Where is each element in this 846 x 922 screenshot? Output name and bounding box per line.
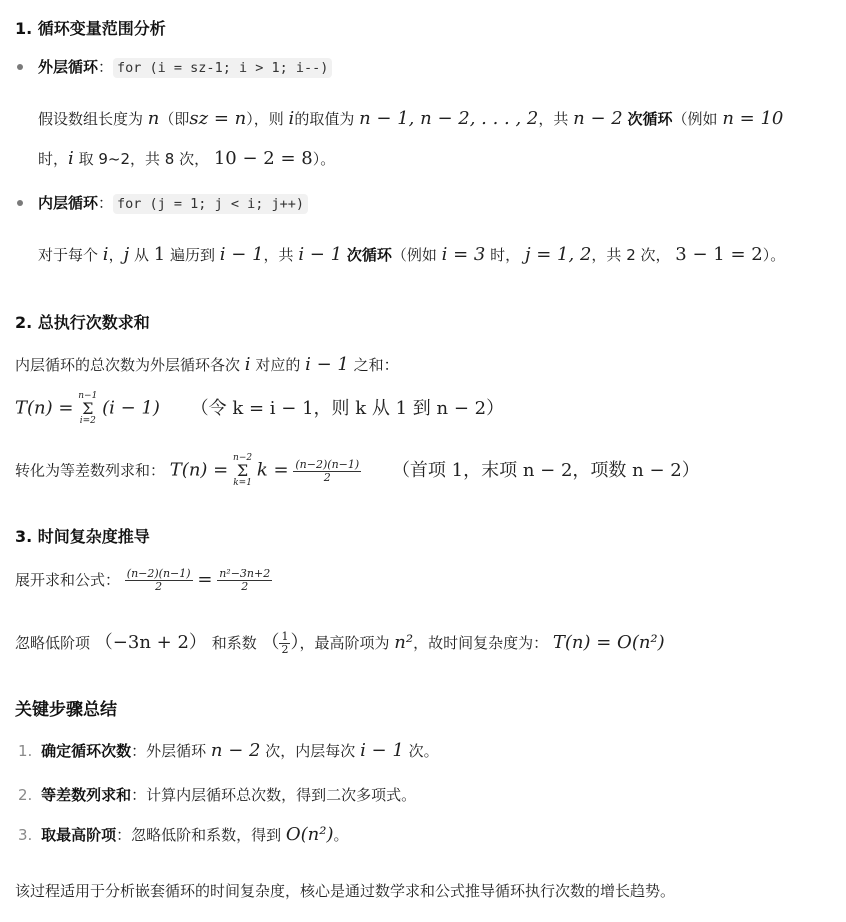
- math-ten-minus-2: 10 − 2 = 8: [213, 148, 313, 169]
- text: 时，: [38, 150, 69, 168]
- bullet-dot: [17, 64, 23, 70]
- list-number: 2.: [18, 786, 33, 804]
- text: ，共: [538, 110, 569, 128]
- sum-upper: n−2: [233, 453, 253, 463]
- sum-lower: k=1: [233, 478, 252, 488]
- bold-text: 次循环: [346, 246, 392, 264]
- text: 遍历到: [169, 246, 215, 264]
- math-paren: ）: [290, 632, 300, 653]
- fraction-denominator: 2: [155, 580, 163, 593]
- text: ，最高阶项为: [299, 634, 390, 652]
- colon: ：: [98, 58, 114, 76]
- fraction: [125, 568, 193, 593]
- math-Tn-eq: T(n) =: [169, 459, 229, 481]
- bullet-dot: [17, 200, 23, 206]
- section-title-key-steps: 关键步骤总结: [15, 700, 117, 720]
- list-item-bold: 确定循环次数: [41, 742, 132, 760]
- math-paren: （: [261, 632, 280, 653]
- text: 对于每个: [38, 246, 99, 264]
- math-one: 1: [153, 244, 166, 265]
- text: 内层循环的总次数为外层循环各次: [15, 356, 241, 374]
- fraction-denominator: 2: [323, 470, 331, 484]
- text: 从: [133, 246, 149, 264]
- text: ：计算内层循环总次数，得到二次多项式。: [131, 786, 417, 804]
- text: （即: [159, 110, 190, 128]
- fraction-denominator: 2: [241, 580, 249, 593]
- text: ，共: [263, 246, 294, 264]
- sum-sigma: [233, 454, 252, 488]
- math-n-minus-2: n − 2: [210, 740, 261, 761]
- text: ：忽略低阶和系数，得到: [116, 826, 282, 844]
- fraction-half: [279, 631, 290, 656]
- math-Tn-eq: T(n) =: [15, 397, 74, 419]
- math-n: n: [147, 108, 160, 129]
- math-i-eq-3: i = 3: [441, 244, 486, 265]
- expand-formula-line: [15, 568, 272, 593]
- outer-loop-desc-line2: [38, 148, 335, 169]
- math-n-minus-2: n − 2: [573, 108, 623, 129]
- text: （例如: [672, 110, 718, 128]
- fraction-numerator: 1: [281, 630, 289, 643]
- text: 对应的: [255, 356, 301, 374]
- sum-intro-line: [15, 354, 399, 375]
- section-title-range-analysis: 1. 循环变量范围分析: [15, 19, 166, 38]
- section-title-total-sum: 2. 总执行次数求和: [15, 313, 150, 332]
- math-i: i: [68, 148, 74, 169]
- text: ）。: [762, 246, 786, 264]
- sum-upper: n−1: [78, 391, 98, 401]
- inner-loop-label: 内层循环: [38, 194, 99, 212]
- list-item: [18, 740, 439, 761]
- text: ）。: [312, 150, 336, 168]
- conclusion-text: 该过程适用于分析嵌套循环的时间复杂度，核心是通过数学求和公式推导循环执行次数的增长趋势。: [15, 882, 676, 900]
- math-i-minus-1: i − 1: [360, 740, 404, 761]
- math-i: i: [244, 354, 251, 375]
- text: 次。: [408, 742, 439, 760]
- math-i-minus-1: i − 1: [219, 244, 264, 265]
- fraction-denominator: 2: [281, 643, 289, 656]
- list-item-bold: 取最高阶项: [41, 826, 117, 844]
- text: 的取值为: [294, 110, 355, 128]
- fraction-numerator: (n−2)(n−1): [295, 457, 360, 471]
- text: 转化为等差数列求和：: [15, 461, 166, 480]
- list-number: 3.: [18, 826, 33, 844]
- text: 时，: [490, 246, 521, 264]
- outer-loop-desc-line1: [38, 108, 783, 129]
- list-item: [18, 784, 416, 805]
- section-title-complexity: 3. 时间复杂度推导: [15, 527, 150, 546]
- arith-series-line: [15, 454, 700, 488]
- outer-loop-label: 外层循环: [38, 58, 99, 76]
- ignore-terms-line: [15, 628, 665, 656]
- math-sum-body: (i − 1): [102, 397, 160, 419]
- sum-lower: i=2: [79, 416, 96, 426]
- text: ，: [108, 246, 124, 264]
- math-i-minus-1: i − 1: [305, 354, 349, 375]
- text: 取 9~2，共 8 次，: [78, 150, 210, 168]
- formula-note: （令 k = i − 1，则 k 从 1 到 n − 2）: [190, 397, 505, 419]
- math-i-minus-1: i − 1: [298, 244, 343, 265]
- text: ，故时间复杂度为：: [413, 634, 549, 652]
- text: 和系数: [211, 634, 257, 652]
- fraction: [217, 568, 272, 593]
- text: ，共 2 次，: [591, 246, 671, 264]
- math-i: i: [102, 244, 109, 265]
- series-note: （首项 1，末项 n − 2，项数 n − 2）: [391, 459, 700, 481]
- text: 。: [333, 826, 349, 844]
- fraction-numerator: (n−2)(n−1): [126, 567, 191, 580]
- text: 假设数组长度为: [38, 110, 144, 128]
- math-low-term: （−3n + 2）: [94, 632, 207, 653]
- bold-text: 次循环: [627, 110, 673, 128]
- math-n-squared: n²: [394, 632, 414, 653]
- math-k-eq: k =: [256, 459, 289, 481]
- math-result: T(n) = O(n²): [552, 632, 665, 653]
- text: ：外层循环: [131, 742, 207, 760]
- outer-loop-line: [38, 56, 332, 77]
- math-range: n − 1, n − 2, . . . , 2: [359, 108, 539, 129]
- text: 忽略低阶项: [15, 634, 91, 652]
- sigma-icon: Σ: [82, 399, 94, 418]
- text: 次，内层每次: [265, 742, 356, 760]
- list-number: 1.: [18, 742, 33, 760]
- inner-loop-code: for (j = 1; j < i; j++): [113, 194, 308, 214]
- math-j: j: [123, 244, 130, 265]
- colon: ：: [98, 194, 114, 212]
- math-eq: =: [197, 569, 213, 590]
- text: 展开求和公式：: [15, 571, 121, 589]
- list-item-bold: 等差数列求和: [41, 786, 132, 804]
- math-i: i: [288, 108, 295, 129]
- math-sz-eq-n: sz = n: [189, 108, 247, 129]
- outer-loop-code: for (i = sz-1; i > 1; i--): [113, 58, 332, 78]
- fraction-numerator: n²−3n+2: [219, 567, 271, 580]
- math-n-eq-10: n = 10: [722, 108, 784, 129]
- sigma-icon: Σ: [236, 461, 249, 480]
- text: 之和：: [353, 356, 399, 374]
- sum-sigma: [78, 392, 97, 426]
- math-three-minus-1: 3 − 1 = 2: [675, 244, 763, 265]
- text: ），则: [246, 110, 284, 128]
- math-O-n-squared: O(n²): [285, 824, 334, 845]
- sum-formula-line: [15, 392, 504, 426]
- inner-loop-desc: [38, 244, 785, 265]
- fraction: [293, 459, 361, 484]
- list-item: [18, 824, 349, 845]
- inner-loop-line: [38, 192, 308, 213]
- math-j-eq-list: j = 1, 2: [524, 244, 592, 265]
- text: （例如: [391, 246, 437, 264]
